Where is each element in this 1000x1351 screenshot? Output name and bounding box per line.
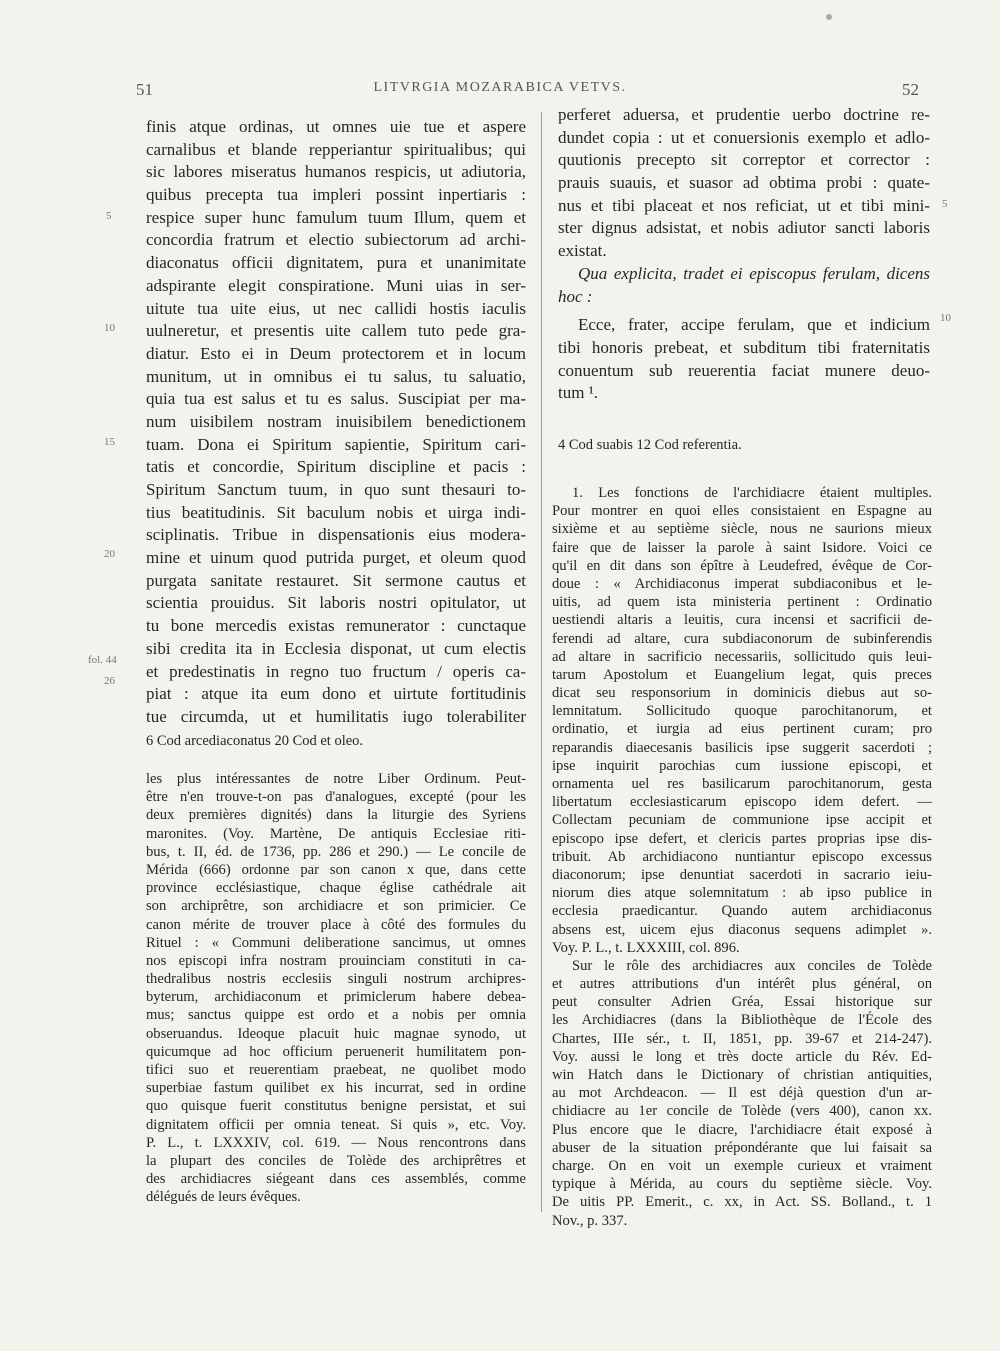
- note-line: les plus intéressantes de notre Liber Ordinum. Peut-: [146, 771, 526, 787]
- note-line: maronites. (Voy. Martène, De antiquis Ecclesiae riti-: [146, 825, 526, 842]
- text-line: sic labores miseratus humanos respicis, ut adiutoria,: [146, 162, 526, 182]
- note-line: faire que de laisser la parole à saint Isidore. Voici ce: [552, 539, 932, 556]
- text-line: sibi credita ita in Ecclesia disponat, ut cum electis: [146, 638, 526, 658]
- note-line: délégués de leurs évêques.: [146, 1189, 301, 1206]
- note-line: les Archidiacres (dans la Bibliothèque de l'École des: [552, 1012, 932, 1029]
- note-line: diaconorum; ipse denuntiat sacerdoti in sacrario ieiu-: [552, 866, 932, 883]
- text-line: nus et tibi placeat et nos reficiat, ut et tibi mini-: [558, 195, 930, 215]
- note-line: et autres attributions d'un intérêt plus général, on: [552, 976, 932, 993]
- note-line: quo quisque fuerit constitutus benigne persistat, et sui: [146, 1098, 526, 1115]
- note-line: tifici suo et reuerentiam praebeat, ne quolibet modo: [146, 1062, 526, 1078]
- text-line: respice super hunc famulum tuum Illum, quem et: [146, 207, 526, 227]
- text-line: mine et uinum quod putrida purget, et oleum quod: [146, 548, 526, 568]
- note-line: 1. Les fonctions de l'archidiacre étaient multiples.: [572, 485, 932, 501]
- text-line: tue circumda, ut et humilitatis iugo tolerabiliter: [146, 706, 526, 726]
- note-line: nos episcopi infra nostram prouinciam constituti in ca-: [146, 952, 526, 969]
- line-number: 20: [104, 548, 115, 560]
- note-line: byterum, archidiaconum et primiclerum habere debea-: [146, 989, 526, 1006]
- note-line: lemnitatum. Sollicitudo quoque parochitanorum, et: [552, 703, 932, 720]
- formula-line: conuentum sub reuerentia faciat munere deuo-: [558, 360, 930, 380]
- left-liturgical-text: [146, 116, 526, 729]
- note-line: P. L., t. LXXXIV, col. 619. — Nous rencontrons dans: [146, 1134, 526, 1151]
- note-line: dicat seu responsorium in dominicis diebus aut so-: [552, 685, 932, 702]
- right-footnote: [552, 484, 932, 1230]
- text-line: dundet copia : ut et conuersionis exemplo et adlo-: [558, 127, 930, 147]
- line-number: 5: [106, 210, 112, 222]
- note-line: son archiprêtre, son archidiacre et son primicier. Ce: [146, 898, 526, 915]
- text-line: diatur. Esto ei in Deum protectorem et in locum: [146, 343, 526, 363]
- text-line: finis atque ordinas, ut omnes uie tue et aspere: [146, 117, 526, 136]
- note-line: Plus encore que le diacre, l'archidiacre était exposé à: [552, 1121, 932, 1138]
- text-line: sciplinatis. Tribue in dispensationis eius modera-: [146, 525, 526, 545]
- text-line: tu bone mercedis existas remunerator : cunctaque: [146, 616, 526, 636]
- left-apparatus-criticus: 6 Cod arcediaconatus 20 Cod et oleo.: [146, 733, 364, 749]
- rubric-line: Qua explicita, tradet ei episcopus ferulam, dicens: [578, 263, 930, 283]
- note-line: bus, t. II, éd. de 1736, pp. 286 et 290.) — Le concile de: [146, 843, 526, 860]
- note-line: Sur le rôle des archidiacres aux conciles de Tolède: [572, 957, 932, 974]
- note-line: Nov., p. 337.: [552, 1212, 628, 1229]
- note-line: dignitatem officii per omnia teneat. Si quis », etc. Voy.: [146, 1116, 526, 1133]
- text-line: munitum, ut in omnibus ei tu salus, tu saluatio,: [146, 366, 526, 386]
- note-line: des archidiacres siégeant dans ces assemblés, comme: [146, 1171, 526, 1188]
- text-line: quibus precepta tua impleri possint inpertiaris :: [146, 185, 526, 205]
- note-line: Mérida (666) ordonne par son canon x que, dans cette: [146, 861, 526, 878]
- note-line: doue : « Archidiaconus imperat subdiaconibus et le-: [552, 575, 932, 592]
- note-line: uitis, ad quem ista ministeria pertinent : Ordinatio: [552, 594, 932, 611]
- note-line: deux premières dignités) dans la liturgie des Syriens: [146, 807, 526, 824]
- formula-line: Ecce, frater, accipe ferulam, que et indicium: [578, 315, 930, 335]
- note-line: être n'en trouve-t-on pas d'analogues, excepté (pour les: [146, 789, 526, 806]
- note-line: Rituel : « Communi deliberatione sancimus, ut omnes: [146, 934, 526, 951]
- note-line: qu'il en dit dans son épître à Leudefred, évêque de Cor-: [552, 557, 932, 574]
- note-line: Pour montrer en quoi elles consistaient en Espagne au: [552, 503, 932, 520]
- line-number: 5: [942, 198, 948, 210]
- note-line: tribuit. Ab archidiacono nuntiantur episcopo excessus: [552, 848, 932, 865]
- line-number: 15: [104, 436, 115, 448]
- formula-line: tibi honoris prebeat, et subditum tibi fraternitatis: [558, 337, 930, 357]
- formula-line: tum ¹.: [558, 383, 599, 403]
- note-line: ordinatio, et iurgia ad eius pertinent curam; pro: [552, 721, 932, 738]
- left-page-number: 51: [136, 80, 153, 99]
- text-line: tius beatitudinis. Sit baculum nobis et uirga indi-: [146, 502, 526, 522]
- note-line: ipse inquirit parochias cum iussione episcopi, et: [552, 757, 932, 774]
- note-line: ecclesia praedicantur. Quando autem archidiaconus: [552, 903, 932, 920]
- text-line: uitute tua uite eius, ut nec callidi hostis iaculis: [146, 298, 526, 318]
- running-title: LITVRGIA MOZARABICA VETVS.: [373, 80, 627, 95]
- text-line: perferet aduersa, et prudentie uerbo doctrine re-: [558, 105, 930, 124]
- left-commentary-notes: [146, 770, 526, 1207]
- note-line: mus; sanctus quippe est ordo et a nobis per omnia: [146, 1007, 526, 1024]
- note-line: Chartes, IIIe sér., t. II, 1851, pp. 39-67 et 214-247).: [552, 1030, 932, 1047]
- note-line: la plupart des conciles de Tolède des archiprêtres et: [146, 1152, 526, 1169]
- text-line: et predestinatis in regno tuo fructum / operis ca-: [146, 661, 526, 681]
- text-line: adspirante elegit conspiratione. Muni uias in ser-: [146, 275, 526, 295]
- note-line: Voy. aussi le long et très docte article du Rév. Ed-: [552, 1048, 932, 1065]
- note-line: De uitis PP. Emerit., c. xx, in Act. SS. Bolland., t. 1: [552, 1194, 932, 1211]
- note-line: obseruandus. Ideoque placuit huic magnae synodo, ut: [146, 1025, 526, 1042]
- note-line: ferendi ad altare, cura subdiaconorum de subinferendis: [552, 630, 932, 647]
- text-line: num uisibilem nostram inuisibilem benedictionem: [146, 411, 526, 431]
- note-line: abuser de la situation prépondérante que lui faisait sa: [552, 1139, 932, 1156]
- text-line: concordia fratrum et electio subiectorum ad archi-: [146, 230, 526, 250]
- note-line: thedralibus nostris ecclesiis singuli nostrum archipres-: [146, 971, 526, 988]
- text-line: tatis et concordie, Spiritum discipline et pacis :: [146, 457, 526, 477]
- rubric-line: hoc :: [558, 286, 593, 306]
- note-line: sixième et au septième siècle, nous ne saurions mieux: [552, 521, 932, 538]
- note-line: ad altare in sacrificio necessariis, sollicitudo quis leui-: [552, 648, 932, 665]
- note-line: ornamenta uel res basilicarum parochitanorum, gesta: [552, 776, 932, 792]
- text-line: quia tua est salus et tu es salus. Suscipiat per ma-: [146, 389, 526, 409]
- text-line: uulneretur, et presentis uite callem tuto pede gra-: [146, 321, 526, 341]
- line-number: 26: [104, 675, 115, 687]
- text-line: existat.: [558, 241, 607, 261]
- text-line: diaconatus officii dignitatem, pura et unanimitate: [146, 253, 526, 273]
- note-line: quicumque ad hoc officium peruenerit humilitatem pon-: [146, 1043, 526, 1060]
- note-line: superbiae fastum quilibet ex his incurrat, sed in ordine: [146, 1080, 526, 1097]
- note-line: typique à Mérida, au cours du septième siècle. Voy.: [552, 1176, 932, 1193]
- right-apparatus-criticus: 4 Cod suabis 12 Cod referentia.: [558, 437, 742, 453]
- column-divider: [541, 112, 542, 1212]
- line-number: 10: [104, 322, 115, 334]
- note-line: Collectam pecuniam de communione ipse accipit et: [552, 812, 932, 829]
- text-line: piat : atque ita eum dono et uirtute fortitudinis: [146, 684, 526, 704]
- note-line: tarum Apostolum et Euangelium legat, quis preces: [552, 666, 932, 683]
- text-line: ster dignus adsistat, et nobis adiutor sancti laboris: [558, 218, 930, 238]
- folio-marker: fol. 44: [88, 654, 117, 666]
- line-number: 10: [940, 312, 951, 324]
- text-line: scientia prouidus. Sit laboris nostri opitulator, ut: [146, 593, 526, 613]
- note-line: Voy. P. L., t. LXXXIII, col. 896.: [552, 939, 740, 956]
- note-line: charge. On en voit un exemple curieux et vraiment: [552, 1157, 932, 1174]
- note-line: reparandis diaecesanis basilicis ipse suggerit sacerdoti ;: [552, 739, 932, 756]
- text-line: Spiritum Sanctum tuum, in quo sunt thesauri to-: [146, 480, 526, 499]
- note-line: absens est, uicem ejus diaconus sequens adimplet ».: [552, 921, 932, 938]
- note-line: win Hatch dans le Dictionary of christian antiquities,: [552, 1067, 932, 1083]
- note-line: libertatum ecclesiasticarum episcopo idem defert. —: [552, 794, 932, 811]
- right-liturgical-text: [558, 104, 930, 405]
- text-line: purgata sanitate restauret. Sit sermone cautus et: [146, 570, 526, 590]
- note-line: uestiendi altaris a leuitis, cura incensi et sacrificii de-: [552, 612, 932, 629]
- note-line: chidiacre au 1er concile de Tolède (vers 400), canon xx.: [552, 1103, 932, 1120]
- right-page-number: 52: [902, 80, 919, 99]
- text-line: quutionis precepto sit correptor et corrector :: [558, 150, 930, 170]
- text-line: tuam. Dona ei Spiritum sapientie, Spiritum cari-: [146, 434, 526, 454]
- note-line: au mot Archdeacon. — Il est déjà question d'un ar-: [552, 1085, 932, 1102]
- text-line: carnalibus et blande repperiantur spiritualibus; qui: [146, 139, 526, 159]
- text-line: prauis suauis, et suasor ad obtima probi : quate-: [558, 173, 930, 193]
- note-line: peut consulter Adrien Gréa, Essai historique sur: [552, 994, 932, 1011]
- note-line: episcopo ipse defert, et clericis partes proprias ipse dis-: [552, 830, 932, 847]
- ink-speck: [826, 14, 832, 20]
- note-line: province ecclésiastique, chaque église cathédrale ait: [146, 880, 526, 897]
- note-line: canon mérite de trouver place à côté des formules du: [146, 916, 526, 933]
- note-line: niorum dies atque solemnitatum : ab ipso publice in: [552, 885, 932, 902]
